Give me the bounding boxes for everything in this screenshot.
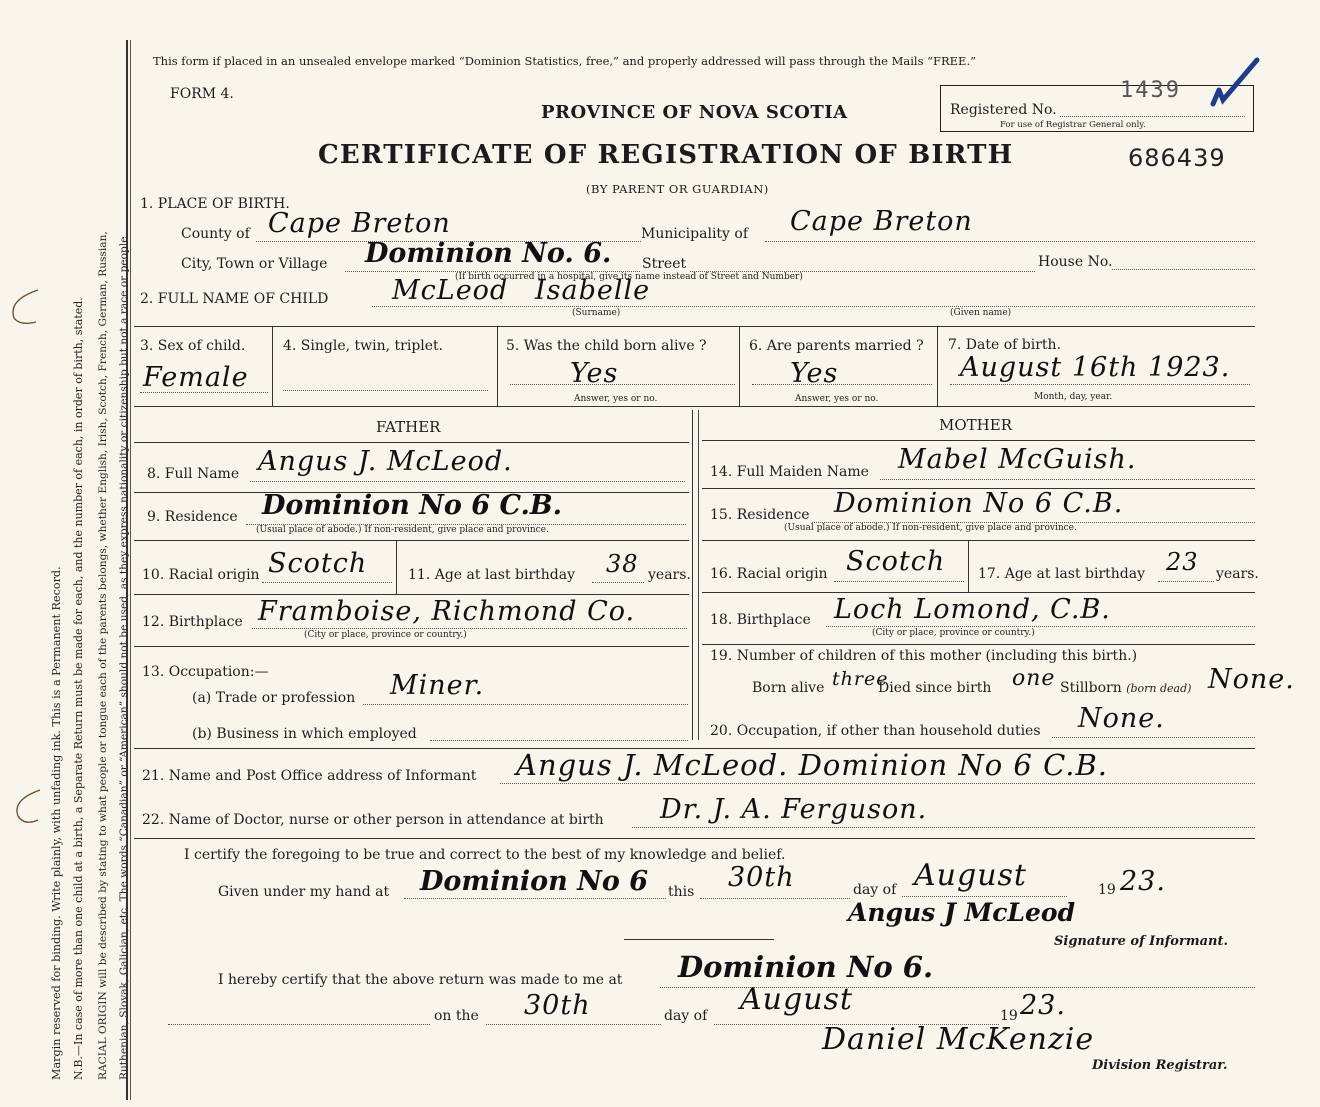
father-occupation-label: 13. Occupation:— bbox=[142, 664, 269, 680]
street-label: Street bbox=[642, 256, 687, 272]
father-birthplace-note: (City or place, province or country.) bbox=[304, 630, 467, 640]
mother-residence-label: 15. Residence bbox=[710, 507, 810, 523]
city-label: City, Town or Village bbox=[181, 256, 328, 272]
margin-note-racial-origin-2: Ruthenian, Slovak, Galician, etc. The words “Canadian” or “American” should not be used, as they express nationality or citizenship but not a race or people. bbox=[118, 233, 130, 1080]
registered-number: 1439 bbox=[1120, 78, 1181, 103]
father-race-label: 10. Racial origin bbox=[142, 567, 260, 583]
municipality-label: Municipality of bbox=[641, 226, 749, 242]
date-of-birth-label: 7. Date of birth. bbox=[948, 337, 1062, 353]
margin-note-separate-return: N.B.—In case of more than one child at a birth, a Separate Return must be made for each, and the number of each, in order of birth, stated. bbox=[72, 297, 85, 1080]
given-day-of-label: day of bbox=[853, 882, 897, 898]
informant-signature-label: Signature of Informant. bbox=[1054, 934, 1228, 949]
stillborn-label bbox=[1060, 680, 1191, 696]
mother-heading: MOTHER bbox=[939, 416, 1012, 434]
mother-race-label: 16. Racial origin bbox=[710, 566, 828, 582]
row-rule bbox=[134, 406, 1255, 407]
born-alive-label: 5. Was the child born alive ? bbox=[506, 338, 707, 354]
surname-note: (Surname) bbox=[572, 308, 621, 318]
mother-age-years: years. bbox=[1216, 566, 1259, 582]
registrar-signature: Daniel McKenzie bbox=[822, 1022, 1095, 1057]
father-birthplace-label: 12. Birthplace bbox=[142, 614, 243, 630]
parents-married-label: 6. Are parents married ? bbox=[749, 338, 924, 354]
mother-race: Scotch bbox=[846, 546, 946, 577]
certificate-subtitle: (BY PARENT OR GUARDIAN) bbox=[586, 182, 769, 196]
date-of-birth-value: August 16th 1923. bbox=[960, 352, 1231, 383]
given-name-note: (Given name) bbox=[950, 308, 1012, 318]
mother-birthplace: Loch Lomond, C.B. bbox=[834, 594, 1111, 625]
given-day: 30th bbox=[728, 862, 795, 893]
province-title: PROVINCE OF NOVA SCOTIA bbox=[541, 102, 848, 123]
mother-children-label: 19. Number of children of this mother (including this birth.) bbox=[710, 648, 1138, 664]
informant-value: Angus J. McLeod. Dominion No 6 C.B. bbox=[516, 748, 1109, 782]
certify-statement: I certify the foregoing to be true and correct to the best of my knowledge and belief. bbox=[184, 847, 786, 863]
registrar-day: 30th bbox=[524, 990, 591, 1021]
born-alive-note: Answer, yes or no. bbox=[574, 394, 658, 404]
father-age: 38 bbox=[606, 550, 639, 578]
father-residence-note: (Usual place of abode.) If non-resident, give place and province. bbox=[256, 525, 549, 535]
father-heading: FATHER bbox=[376, 418, 441, 436]
born-alive-value: Yes bbox=[570, 358, 619, 389]
given-year: 23. bbox=[1120, 866, 1166, 897]
city-value: Dominion No. 6. bbox=[365, 238, 612, 269]
father-age-years: years. bbox=[648, 567, 691, 583]
house-number-label: House No. bbox=[1038, 254, 1113, 270]
stillborn-note: (born dead) bbox=[1126, 682, 1192, 695]
sex-label: 3. Sex of child. bbox=[140, 338, 246, 354]
registrar-day-of-label: day of bbox=[664, 1008, 708, 1024]
mother-occupation-label: 20. Occupation, if other than household duties bbox=[710, 723, 1041, 739]
plurality-label: 4. Single, twin, triplet. bbox=[283, 338, 444, 354]
father-race: Scotch bbox=[268, 548, 368, 579]
registrar-place: Dominion No 6. bbox=[678, 950, 934, 984]
mother-occupation: None. bbox=[1078, 703, 1165, 734]
father-trade-label: (a) Trade or profession bbox=[192, 690, 356, 706]
blue-check-mark bbox=[1205, 54, 1265, 114]
registrar-title: Division Registrar. bbox=[1092, 1058, 1228, 1073]
registrar-year: 23. bbox=[1020, 990, 1066, 1021]
date-of-birth-note: Month, day, year. bbox=[1034, 392, 1113, 402]
mother-name-label: 14. Full Maiden Name bbox=[710, 464, 869, 480]
child-surname: McLeod bbox=[392, 275, 509, 306]
mother-name: Mabel McGuish. bbox=[898, 444, 1137, 475]
father-trade: Miner. bbox=[390, 670, 485, 701]
county-value: Cape Breton bbox=[268, 208, 451, 239]
registrar-month: August bbox=[740, 982, 853, 1017]
father-residence-label: 9. Residence bbox=[147, 509, 238, 525]
doctor-label: 22. Name of Doctor, nurse or other person in attendance at birth bbox=[142, 812, 604, 828]
given-this-label: this bbox=[668, 884, 695, 900]
born-alive-count-label: Born alive bbox=[752, 680, 825, 696]
child-given-name: Isabelle bbox=[535, 275, 651, 306]
father-name-label: 8. Full Name bbox=[147, 466, 240, 482]
died-since-birth: one bbox=[1012, 666, 1056, 691]
child-name-label: 2. FULL NAME OF CHILD bbox=[140, 291, 329, 307]
registrar-statement: I hereby certify that the above return was made to me at bbox=[218, 972, 623, 988]
father-residence: Dominion No 6 C.B. bbox=[262, 490, 563, 521]
row-rule bbox=[134, 326, 1255, 327]
informant-label: 21. Name and Post Office address of Informant bbox=[142, 768, 477, 784]
registrar-on-the-label: on the bbox=[434, 1008, 479, 1024]
municipality-value: Cape Breton bbox=[790, 206, 973, 237]
parents-married-note: Answer, yes or no. bbox=[795, 394, 879, 404]
given-year-prefix: 19 bbox=[1098, 882, 1116, 898]
mother-residence-note: (Usual place of abode.) If non-resident, give place and province. bbox=[784, 523, 1077, 533]
given-at-place: Dominion No 6 bbox=[420, 866, 649, 897]
mail-notice: This form if placed in an unsealed envelope marked “Dominion Statistics, free,” and properly addressed will pass through the Mails “FREE.” bbox=[153, 54, 976, 68]
father-business-label: (b) Business in which employed bbox=[192, 726, 417, 742]
parents-married-value: Yes bbox=[790, 358, 839, 389]
mother-birthplace-note: (City or place, province or country.) bbox=[872, 628, 1035, 638]
form-number: FORM 4. bbox=[170, 86, 234, 102]
died-since-birth-label: Died since birth bbox=[878, 680, 992, 696]
margin-note-racial-origin: RACIAL ORIGIN will be described by stating to what people or tongue each of the parents belongs, whether English, Irish, Scotch, French, German, Russian, bbox=[97, 231, 109, 1080]
mother-birthplace-label: 18. Birthplace bbox=[710, 612, 811, 628]
margin-rule-inner bbox=[130, 40, 131, 1100]
margin-note-binding: Margin reserved for binding. Write plainly, with unfading ink. This is a Permanent Record. bbox=[50, 566, 63, 1080]
father-age-label: 11. Age at last birthday bbox=[408, 567, 576, 583]
born-alive-count: three bbox=[832, 668, 889, 690]
margin-rule bbox=[126, 40, 128, 1100]
given-month: August bbox=[914, 858, 1027, 893]
county-label: County of bbox=[181, 226, 250, 242]
father-name: Angus J. McLeod. bbox=[258, 446, 513, 477]
parents-divider bbox=[692, 410, 693, 740]
place-of-birth-label: 1. PLACE OF BIRTH. bbox=[140, 196, 290, 212]
certificate-serial: 686439 bbox=[1128, 144, 1226, 172]
given-at-label: Given under my hand at bbox=[218, 884, 390, 900]
mother-age: 23 bbox=[1166, 548, 1199, 576]
father-birthplace: Framboise, Richmond Co. bbox=[258, 596, 636, 627]
informant-signature: Angus J McLeod bbox=[848, 898, 1076, 927]
binding-marks bbox=[0, 0, 60, 1107]
doctor-value: Dr. J. A. Ferguson. bbox=[660, 794, 928, 825]
stillborn-count: None. bbox=[1208, 664, 1295, 695]
registered-label: Registered No. bbox=[950, 102, 1057, 118]
registrar-use-note: For use of Registrar General only. bbox=[1000, 120, 1146, 130]
certificate-title: CERTIFICATE OF REGISTRATION OF BIRTH bbox=[318, 140, 1014, 170]
stillborn-text: Stillborn bbox=[1060, 680, 1122, 696]
sex-value: Female bbox=[143, 362, 249, 393]
registrar-year-prefix: 19 bbox=[1000, 1008, 1018, 1024]
mother-age-label: 17. Age at last birthday bbox=[978, 566, 1146, 582]
hospital-note: (If birth occurred in a hospital, give its name instead of Street and Number) bbox=[455, 272, 803, 282]
mother-residence: Dominion No 6 C.B. bbox=[834, 488, 1124, 519]
